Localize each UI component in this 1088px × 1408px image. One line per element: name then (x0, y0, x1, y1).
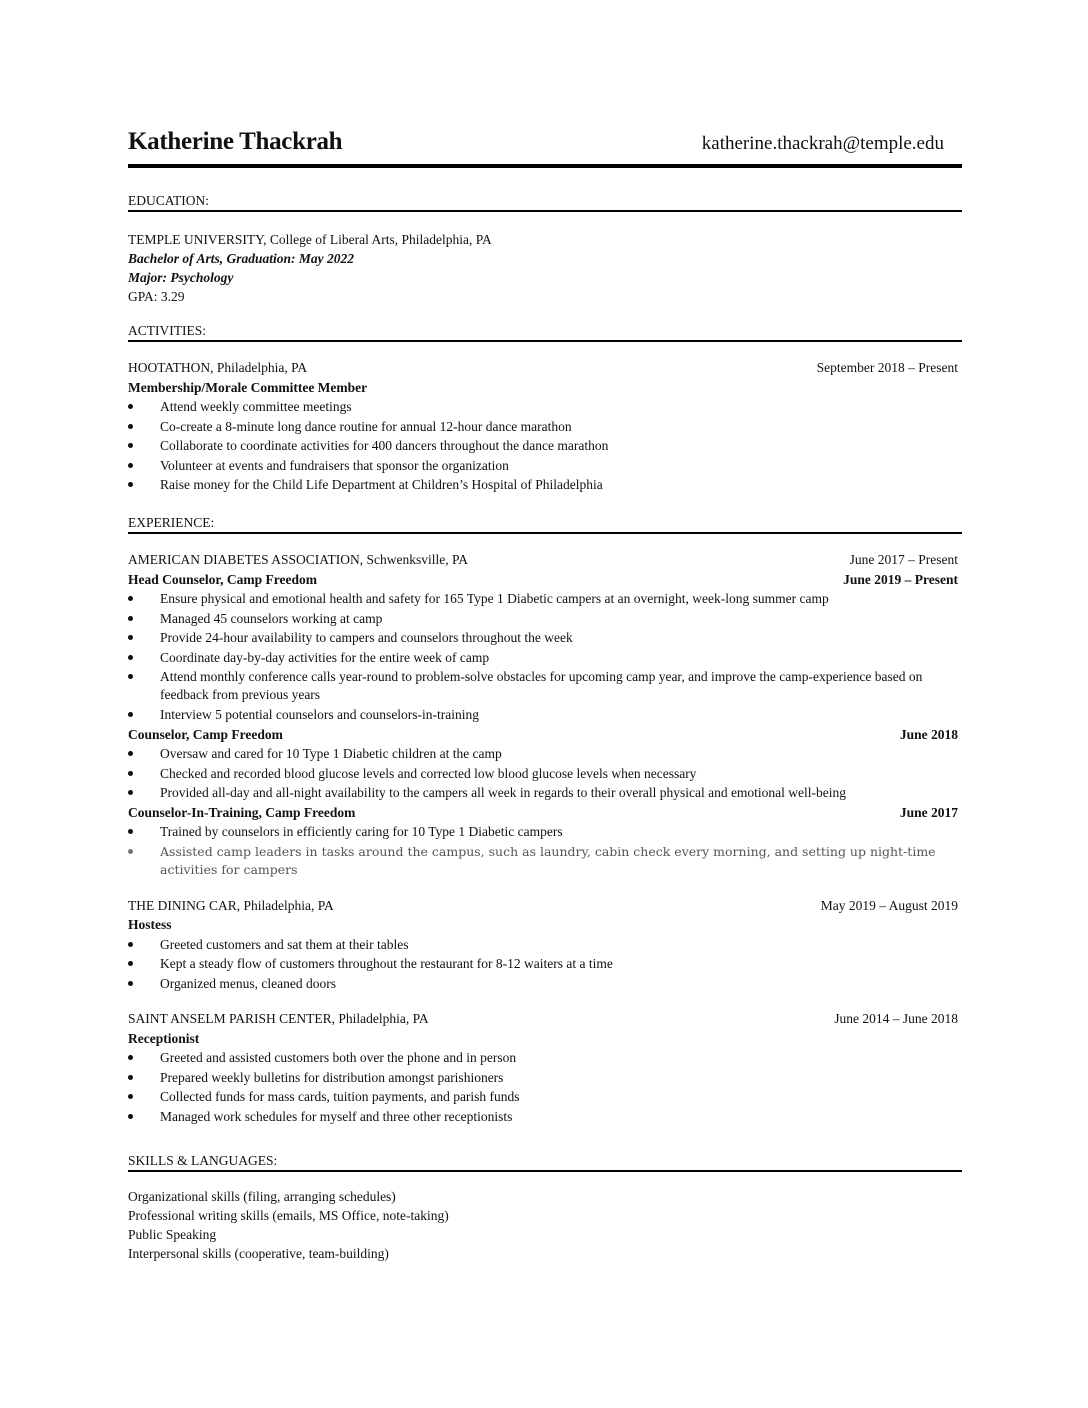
activities-section (128, 322, 962, 495)
role-dates: June 2018 (899, 726, 958, 742)
resume-header (128, 128, 962, 162)
list-item: Managed work schedules for myself and three other receptionists (128, 1107, 962, 1127)
bullet-list (128, 935, 962, 994)
org-name: HOOTATHON, Philadelphia, PA (128, 360, 308, 375)
org-name: SAINT ANSELM PARISH CENTER, Philadelphia, PA (128, 1011, 429, 1026)
header-divider (128, 164, 962, 168)
major: Major: Psychology (128, 270, 234, 285)
list-item: Provide 24-hour availability to campers and counselors throughout the week (128, 628, 962, 648)
list-item: Collaborate to coordinate activities for 400 dancers throughout the dance marathon (128, 436, 962, 456)
org-name: THE DINING CAR, Philadelphia, PA (128, 897, 334, 913)
list-item: Kept a steady flow of customers throughout the restaurant for 8-12 waiters at a time (128, 954, 962, 974)
role-title: Receptionist (128, 1030, 200, 1046)
candidate-email: katherine.thackrah@temple.edu (701, 133, 944, 154)
bullet-icon (128, 751, 133, 756)
bullet-icon (128, 404, 133, 409)
list-item: Oversaw and cared for 10 Type 1 Diabetic children at the camp (128, 744, 962, 764)
list-item: Organized menus, cleaned doors (128, 974, 962, 994)
org-dates: June 2014 – June 2018 (834, 1011, 958, 1026)
org-dates: June 2017 – Present (849, 552, 958, 567)
role-row (128, 725, 962, 745)
bullet-icon (128, 1075, 133, 1080)
bullet-icon (128, 443, 133, 448)
role-row (128, 803, 962, 823)
bullet-icon (128, 829, 133, 834)
bullet-icon (128, 596, 133, 601)
list-item: Managed 45 counselors working at camp (128, 609, 962, 629)
section-title: EDUCATION: (128, 193, 209, 208)
skill-item: Organizational skills (filing, arranging schedules) (128, 1189, 396, 1204)
bullet-icon (128, 961, 133, 966)
list-item: Provided all-day and all-night availability to the campers all week in regards to their overall physical and emotional well-being (128, 783, 962, 803)
list-item: Raise money for the Child Life Department at Children’s Hospital of Philadelphia (128, 475, 962, 495)
role-dates: June 2017 (899, 804, 958, 820)
list-item: Prepared weekly bulletins for distribution amongst parishioners (128, 1068, 962, 1088)
list-item: Greeted and assisted customers both over the phone and in person (128, 1048, 962, 1068)
bullet-list (128, 744, 962, 803)
list-item: Coordinate day-by-day activities for the entire week of camp (128, 648, 962, 668)
bullet-icon (128, 849, 133, 854)
bullet-icon (128, 1114, 133, 1119)
role-title: Counselor-In-Training, Camp Freedom (128, 804, 356, 820)
bullet-icon (128, 674, 133, 679)
school-details: , College of Liberal Arts, Philadelphia, PA (263, 232, 492, 247)
bullet-icon (128, 712, 133, 717)
role-title: Head Counselor, Camp Freedom (128, 571, 317, 587)
bullet-icon (128, 616, 133, 621)
bullet-icon (128, 771, 133, 776)
bullet-icon (128, 1055, 133, 1060)
bullet-icon (128, 655, 133, 660)
role-row (128, 570, 962, 590)
list-item: Assisted camp leaders in tasks around the campus, such as laundry, cabin check every morning, and setting up night-time activities for campers (128, 842, 962, 880)
org-row (128, 1009, 962, 1029)
school-line (128, 230, 962, 249)
org-dates: September 2018 – Present (816, 360, 958, 375)
role-dates: June 2019 – Present (843, 571, 958, 587)
list-item: Collected funds for mass cards, tuition payments, and parish funds (128, 1087, 962, 1107)
org-row (128, 550, 962, 570)
skill-item: Interpersonal skills (cooperative, team-building) (128, 1246, 389, 1261)
section-title: ACTIVITIES: (128, 323, 206, 338)
bullet-icon (128, 981, 133, 986)
role-title: Membership/Morale Committee Member (128, 379, 368, 395)
bullet-icon (128, 1094, 133, 1099)
bullet-icon (128, 463, 133, 468)
skill-item: Public Speaking (128, 1227, 217, 1242)
section-title: EXPERIENCE: (128, 515, 215, 530)
org-row (128, 358, 962, 378)
gpa: GPA: 3.29 (128, 289, 185, 304)
bullet-icon (128, 942, 133, 947)
bullet-icon (128, 424, 133, 429)
org-name: AMERICAN DIABETES ASSOCIATION, Schwenksville, PA (128, 552, 469, 567)
degree: Bachelor of Arts, Graduation: May 2022 (128, 251, 355, 266)
bullet-list (128, 397, 962, 495)
list-item: Co-create a 8-minute long dance routine for annual 12-hour dance marathon (128, 417, 962, 437)
education-section (128, 192, 962, 306)
role-title: Hostess (128, 917, 172, 932)
org-row (128, 896, 962, 916)
list-item: Attend weekly committee meetings (128, 397, 962, 417)
bullet-icon (128, 790, 133, 795)
skill-item: Professional writing skills (emails, MS Office, note-taking) (128, 1208, 449, 1223)
list-item: Greeted customers and sat them at their tables (128, 935, 962, 955)
section-title: SKILLS & LANGUAGES: (128, 1153, 278, 1168)
list-item: Interview 5 potential counselors and counselors-in-training (128, 705, 962, 725)
bullet-list (128, 589, 962, 725)
list-item: Attend monthly conference calls year-round to problem-solve obstacles for upcoming camp year, and improve the camp-experience based on feedback from previous years (128, 667, 962, 705)
bullet-list (128, 822, 962, 880)
skills-section (128, 1152, 962, 1263)
experience-section (128, 514, 962, 1126)
bullet-list (128, 1048, 962, 1126)
bullet-icon (128, 635, 133, 640)
bullet-icon (128, 482, 133, 487)
list-item: Volunteer at events and fundraisers that sponsor the organization (128, 456, 962, 476)
school-name: TEMPLE UNIVERSITY (128, 232, 264, 247)
list-item: Trained by counselors in efficiently caring for 10 Type 1 Diabetic campers (128, 822, 962, 842)
list-item: Ensure physical and emotional health and safety for 165 Type 1 Diabetic campers at an overnight, week-long summer camp (128, 589, 962, 609)
list-item: Checked and recorded blood glucose levels and corrected low blood glucose levels when necessary (128, 764, 962, 784)
candidate-name: Katherine Thackrah (128, 128, 343, 155)
org-dates: May 2019 – August 2019 (820, 897, 958, 913)
role-title: Counselor, Camp Freedom (128, 726, 283, 742)
